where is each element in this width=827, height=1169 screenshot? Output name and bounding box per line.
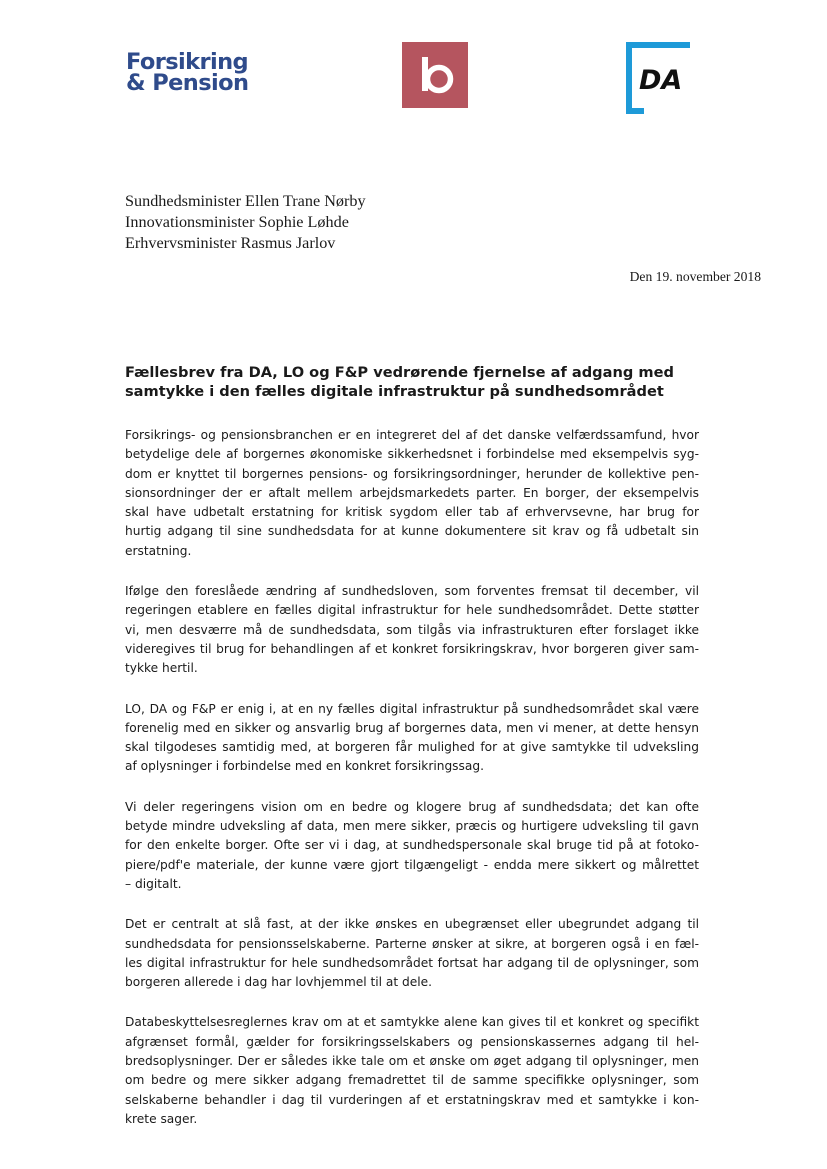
paragraph-line: Det er centralt at slå fast, at der ikke ønskes en ubegrænset eller ubegrundet adgang til bbox=[125, 917, 699, 932]
paragraph-line: betyde mindre udveksling af data, men mere sikker, præcis og hurtigere udveksling til gavn bbox=[125, 819, 699, 834]
forsikring-pension-logo bbox=[126, 49, 249, 96]
title-line: samtykke i den fælles digitale infrastruktur på sundhedsområdet bbox=[125, 383, 664, 400]
lo-logo-mark bbox=[402, 42, 468, 108]
body-paragraph bbox=[125, 426, 699, 561]
paragraph-line: tykke hertil. bbox=[125, 661, 198, 676]
paragraph-line: erstatning. bbox=[125, 543, 192, 558]
recipient: Erhvervsminister Rasmus Jarlov bbox=[125, 234, 336, 252]
paragraph-line: for den enkelte borger. Ofte ser vi i dag, at sundhedspersonale skal bruge tid på at fotoko- bbox=[125, 838, 699, 853]
paragraph-line: LO, DA og F&P er enig i, at en ny fælles digital infrastruktur på sundhedsområdet skal være bbox=[125, 701, 699, 716]
paragraph-line: bredsoplysninger. Der er således ikke tale om et ønske om øget adgang til oplysninger, men bbox=[125, 1054, 699, 1069]
recipient: Sundhedsminister Ellen Trane Nørby bbox=[125, 192, 366, 210]
paragraph-line: skal have udbetalt erstatning for kritisk sygdom eller tab af erhvervsevne, har brug for bbox=[125, 505, 699, 520]
letter-title bbox=[125, 363, 701, 401]
paragraph-line: sionsordninger der er aftalt mellem arbejdsmarkedets parter. En borger, der eksempelvis bbox=[125, 485, 699, 500]
fp-logo-line: Forsikring bbox=[126, 49, 249, 75]
paragraph-line: selskaberne behandler i dag til vurderingen af et erstatningskrav med et samtykke i kon- bbox=[125, 1092, 699, 1107]
paragraph-line: af oplysninger i forbindelse med en konkret forsikringssag. bbox=[125, 759, 484, 774]
da-logo-mark bbox=[626, 42, 692, 114]
paragraph-line: Vi deler regeringens vision om en bedre og klogere brug af sundhedsdata; det kan ofte bbox=[125, 799, 699, 814]
letter-date: Den 19. november 2018 bbox=[629, 269, 761, 284]
paragraph-line: Forsikrings- og pensionsbranchen er en integreret del af det danske velfærdssamfund, hvor bbox=[125, 428, 699, 442]
body-paragraph bbox=[125, 1013, 699, 1129]
da-logo-text: DA bbox=[639, 65, 683, 96]
paragraph-line: om bedre og mere sikker adgang fremadrettet til de samme specifikke oplysninger, som bbox=[125, 1073, 699, 1088]
paragraph-line: vi, men desværre må de sundhedsdata, som tilgås via infrastrukturen efter forslaget ikke bbox=[125, 622, 699, 637]
paragraph-line: forenelig med en sikker og ansvarlig brug af borgernes data, men vi mener, at dette hensyn bbox=[125, 720, 699, 735]
body-paragraph bbox=[125, 915, 699, 992]
paragraph-line: videregives til brug for behandlingen af et konkret forsikringskrav, hvor borgeren giver sam- bbox=[125, 641, 699, 656]
paragraph-line: afgrænset formål, gælder for forsikringsselskabers og pensionskassernes adgang til hel- bbox=[125, 1034, 699, 1049]
title-line: Fællesbrev fra DA, LO og F&P vedrørende fjernelse af adgang med bbox=[125, 364, 674, 381]
paragraph-line: piere/pdf'e materiale, der kunne være gjort tilgængeligt - endda mere sikkert og målrettet bbox=[125, 857, 699, 872]
paragraph-line: – digitalt. bbox=[125, 876, 182, 891]
body-paragraph bbox=[125, 700, 699, 777]
recipients-block bbox=[125, 191, 366, 254]
lo-logo bbox=[402, 42, 468, 108]
body-paragraph bbox=[125, 798, 699, 894]
fp-logo-line: & Pension bbox=[126, 70, 249, 96]
paragraph-line: krete sager. bbox=[125, 1111, 198, 1126]
recipient: Innovationsminister Sophie Løhde bbox=[125, 213, 349, 231]
da-logo bbox=[626, 42, 692, 114]
paragraph-line: regeringen etablere en fælles digital infrastruktur for hele sundhedsområdet. Dette støtter bbox=[125, 603, 699, 618]
paragraph-line: dom er knyttet til borgernes pensions- og forsikringsordninger, herunder de kollektive pen- bbox=[125, 466, 699, 481]
letter-body bbox=[125, 426, 699, 1150]
paragraph-line: skal tilgodeses samtidig med, at borgeren får mulighed for at give samtykke til udveksling bbox=[125, 740, 699, 755]
paragraph-line: les digital infrastruktur for hele sundhedsområdet fortsat har adgang til de oplysninger, som bbox=[125, 955, 699, 970]
paragraph-line: betydelige dele af borgernes økonomiske sikkerhedsnet i forbindelse med eksempelvis syg- bbox=[125, 447, 699, 462]
paragraph-line: Ifølge den foreslåede ændring af sundhedsloven, som forventes fremsat til december, vil bbox=[125, 584, 699, 599]
paragraph-line: sundhedsdata for pensionsselskaberne. Parterne ønsker at sikre, at borgeren også i en fæl- bbox=[125, 936, 699, 951]
paragraph-line: hurtig adgang til sine sundhedsdata for at kunne dokumentere sit krav og få udbetalt sin bbox=[125, 524, 699, 539]
paragraph-line: Databeskyttelsesreglernes krav om at et samtykke alene kan gives til et konkret og specifikt bbox=[125, 1015, 699, 1030]
body-paragraph bbox=[125, 582, 699, 678]
paragraph-line: borgeren allerede i dag har lovhjemmel til at dele. bbox=[125, 975, 433, 990]
